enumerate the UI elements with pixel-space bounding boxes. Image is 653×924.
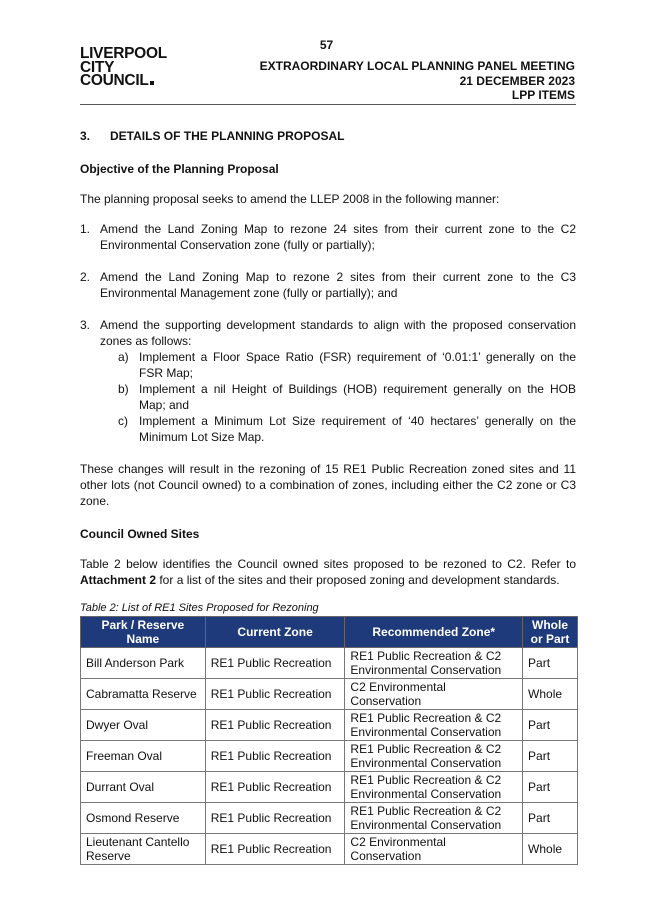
table-row xyxy=(81,679,578,710)
list-text: Amend the supporting development standards to align with the proposed conservation zones as follows: xyxy=(100,318,576,348)
column-header: Current Zone xyxy=(205,617,345,648)
table-cell: C2 Environmental Conservation xyxy=(345,679,523,710)
list-item xyxy=(80,269,576,301)
column-header: Park / Reserve Name xyxy=(81,617,206,648)
table-row xyxy=(81,834,578,865)
page-number: 57 xyxy=(319,38,334,52)
table-cell: Bill Anderson Park xyxy=(81,648,206,679)
section-heading xyxy=(80,128,576,144)
sublist-marker: b) xyxy=(118,382,129,396)
table-cell: RE1 Public Recreation xyxy=(205,834,345,865)
table-row xyxy=(81,648,578,679)
table-cell: RE1 Public Recreation & C2 Environmental Conservation xyxy=(345,741,523,772)
meeting-header xyxy=(260,59,575,103)
table-cell: RE1 Public Recreation xyxy=(205,741,345,772)
rezoning-summary: These changes will result in the rezoning of 15 RE1 Public Recreation zoned sites and 11 other lots (not Council owned) to a combination of zones, including either the C2 zone or C3 zone. xyxy=(80,462,576,508)
column-header: Recommended Zone* xyxy=(345,617,523,648)
table-cell: Part xyxy=(523,803,578,834)
sublist-text: Implement a Floor Space Ratio (FSR) requirement of ‘0.01:1’ generally on the FSR Map; xyxy=(139,350,576,380)
council-sites-heading: Council Owned Sites xyxy=(80,527,200,541)
section-label: LPP ITEMS xyxy=(511,88,575,102)
sublist-item xyxy=(118,349,576,381)
objective-intro: The planning proposal seeks to amend the LLEP 2008 in the following manner: xyxy=(80,192,500,206)
table-cell: RE1 Public Recreation xyxy=(205,772,345,803)
table-cell: Osmond Reserve xyxy=(81,803,206,834)
table-cell: Cabramatta Reserve xyxy=(81,679,206,710)
list-marker: 2. xyxy=(80,270,91,284)
table-cell: RE1 Public Recreation xyxy=(205,803,345,834)
table-cell: C2 Environmental Conservation xyxy=(345,834,523,865)
document-body xyxy=(80,128,576,865)
table-row xyxy=(81,803,578,834)
table-row xyxy=(81,741,578,772)
meeting-title: EXTRAORDINARY LOCAL PLANNING PANEL MEETING xyxy=(259,59,575,73)
sublist-marker: a) xyxy=(118,350,129,364)
table-cell: Whole xyxy=(523,834,578,865)
table-header-row xyxy=(81,617,578,648)
council-logo xyxy=(80,47,167,88)
table-cell: Part xyxy=(523,741,578,772)
list-item xyxy=(80,317,576,445)
section-number: 3. xyxy=(80,129,91,143)
sublist-marker: c) xyxy=(118,414,128,428)
table-cell: Durrant Oval xyxy=(81,772,206,803)
table-cell: RE1 Public Recreation & C2 Environmental Conservation xyxy=(345,648,523,679)
table-cell: Whole xyxy=(523,679,578,710)
table-cell: Lieutenant Cantello Reserve xyxy=(81,834,206,865)
logo-dot-icon xyxy=(150,81,154,85)
logo-line: CITY xyxy=(80,58,115,76)
objective-heading: Objective of the Planning Proposal xyxy=(80,162,279,176)
meeting-date: 21 DECEMBER 2023 xyxy=(459,73,575,88)
list-text: Amend the Land Zoning Map to rezone 2 sites from their current zone to the C3 Environmental Management zone (fully or partially); and xyxy=(100,270,576,300)
table-cell: RE1 Public Recreation xyxy=(205,679,345,710)
sublist-text: Implement a nil Height of Buildings (HOB) requirement generally on the HOB Map; and xyxy=(139,382,576,412)
table-cell: Part xyxy=(523,772,578,803)
table-cell: RE1 Public Recreation xyxy=(205,648,345,679)
logo-line: LIVERPOOL xyxy=(80,45,167,62)
table-cell: Part xyxy=(523,648,578,679)
paragraph-text: for a list of the sites and their proposed zoning and development standards. xyxy=(156,573,560,587)
section-title: DETAILS OF THE PLANNING PROPOSAL xyxy=(110,129,345,143)
sublist-text: Implement a Minimum Lot Size requirement of ‘40 hectares’ generally on the Minimum Lot Size Map. xyxy=(139,414,576,444)
sites-table xyxy=(80,616,578,865)
paragraph-text: Table 2 below identifies the Council owned sites proposed to be rezoned to C2. Refer to xyxy=(80,557,576,571)
table-cell: RE1 Public Recreation & C2 Environmental Conservation xyxy=(345,772,523,803)
table-row xyxy=(81,772,578,803)
standards-sublist xyxy=(118,349,576,445)
table-row xyxy=(81,710,578,741)
table-cell: Dwyer Oval xyxy=(81,710,206,741)
sublist-item xyxy=(118,413,576,445)
table-cell: RE1 Public Recreation xyxy=(205,710,345,741)
table-caption: Table 2: List of RE1 Sites Proposed for Rezoning xyxy=(80,602,319,614)
table-cell: Freeman Oval xyxy=(81,741,206,772)
list-text: Amend the Land Zoning Map to rezone 24 sites from their current zone to the C2 Environmental Conservation zone (fully or partially); xyxy=(100,222,576,252)
table-cell: RE1 Public Recreation & C2 Environmental Conservation xyxy=(345,803,523,834)
sublist-item xyxy=(118,381,576,413)
list-item xyxy=(80,221,576,253)
council-sites-paragraph xyxy=(80,556,576,588)
amendment-list xyxy=(80,221,576,445)
table-cell: Part xyxy=(523,710,578,741)
column-header: Whole or Part xyxy=(523,617,578,648)
logo-line: COUNCIL xyxy=(80,72,149,89)
header-divider xyxy=(80,104,576,105)
list-marker: 1. xyxy=(80,222,91,236)
attachment-reference: Attachment 2 xyxy=(80,573,157,587)
table-cell: RE1 Public Recreation & C2 Environmental Conservation xyxy=(345,710,523,741)
list-marker: 3. xyxy=(80,318,91,332)
